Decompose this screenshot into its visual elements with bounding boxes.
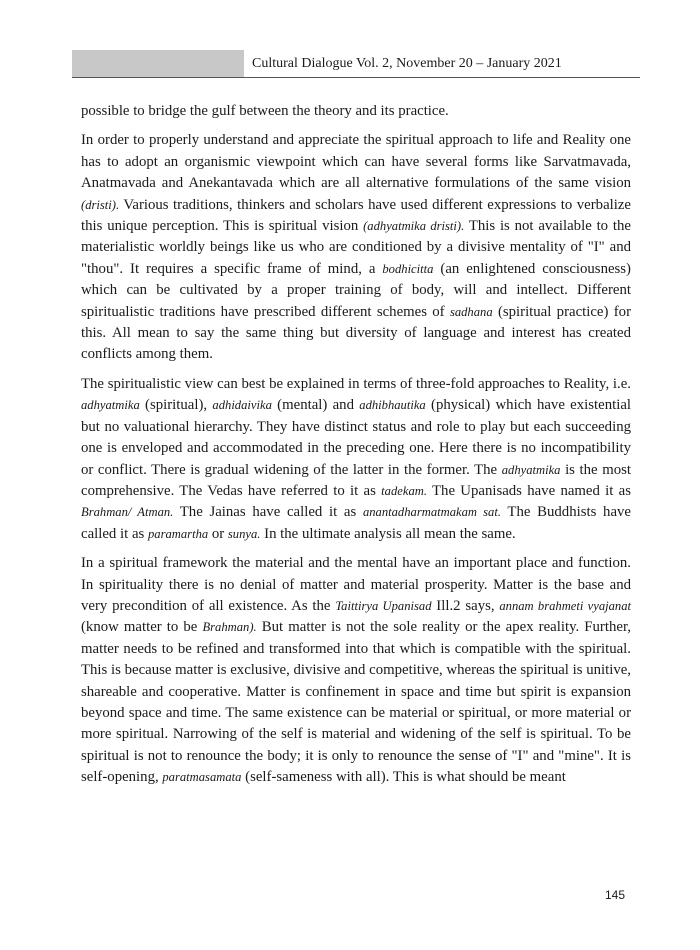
running-header [72,50,640,78]
italic-term: adhibhautika [359,398,426,413]
page-number: 145 [605,888,626,902]
paragraph-4: In a spiritual framework the material and the mental have an important place and function. In spirituality there is no denial of matter and material prosperity. Matter is the base and very precondition of all existence. As the Taittirya Upanisad Ill.2 says, annam brahmeti vyajanat (know matter to be Brahman). But matter is not the sole reality or the apex reality. Further, matter needs to be refined and transformed into that which is compatible with the spiritual. This is because matter is exclusive, divisive and competitive, whereas the spiritual is unitive, shareable and cooperative. Matter is confinement in space and time but spirit is expansion beyond space and time. The same existence can be material or spiritual, or more material or more spiritual. Narrowing of the self is material and widening of the self is spiritual. To be spiritual is not to renounce the body; it is only to renounce the sense of "I" and "mine". It is self-opening, paratmasamata (self-sameness with all). This is what should be meant [81,555,631,786]
body-text [81,101,631,797]
italic-term: paratmasamata [162,770,242,785]
italic-term: bodhicitta [382,261,434,276]
italic-term: sunya. [227,526,261,541]
paragraph-1: possible to bridge the gulf between the theory and its practice. [81,103,449,119]
italic-term: annam brahmeti vyajanat [499,598,631,613]
italic-term: Brahman/ Atman. [81,505,174,520]
journal-title: Cultural Dialogue Vol. 2, November 20 – January 2021 [252,56,562,71]
italic-term: adhyatmika [501,462,561,477]
italic-term: sadhana [449,304,493,319]
italic-term: (adhyatmika dristi). [363,219,465,234]
italic-term: anantadharmatmakam sat. [362,505,501,520]
italic-term: paramartha [147,526,209,541]
italic-term: adhyatmika [81,398,140,413]
paragraph-2: In order to properly understand and appreciate the spiritual approach to life and Reality one has to adopt an organismic viewpoint which can have several forms like Sarvatmavada, Anatmavada and Anekantavada which are all alternative formulations of the same vision (dristi). Various traditions, thinkers and scholars have used different expressions to verbalize this unique perception. This is spiritual vision (adhyatmika dristi). This is not available to the materialistic worldly beings like us who are conditioned by a divisive mentality of "I" and "thou". It requires a specific frame of mind, a bodhicitta (an enlightened consciousness) which can be cultivated by a proper training of body, will and intellect. Different spiritualistic traditions have prescribed different schemes of sadhana (spiritual practice) for this. All mean to say the same thing but diversity of language and interest has created conflicts among them. [81,132,631,363]
header-rule [72,77,640,78]
header-gray-band [72,50,244,78]
italic-term: adhidaivika [212,398,272,413]
italic-term: (dristi). [81,197,120,212]
paragraph-3: The spiritualistic view can best be explained in terms of three-fold approaches to Reality, i.e. adhyatmika (spiritual), adhidaivika (mental) and adhibhautika (physical) which have existential but no valuational hierarchy. They have distinct status and role to play but each succeeding one is enveloped and accommodated in the preceding one. Here there is no incompatibility or conflict. There is gradual widening of the latter in the former. The adhyatmika is the most comprehensive. The Vedas have referred to it as tadekam. The Upanisads have named it as Brahman/ Atman. The Jainas have called it as anantadharmatmakam sat. The Buddhists have called it as paramartha or sunya. In the ultimate analysis all mean the same. [81,375,631,542]
italic-term: tadekam. [381,483,427,498]
italic-term: Brahman). [202,620,257,635]
italic-term: Taittirya Upanisad [335,598,432,613]
